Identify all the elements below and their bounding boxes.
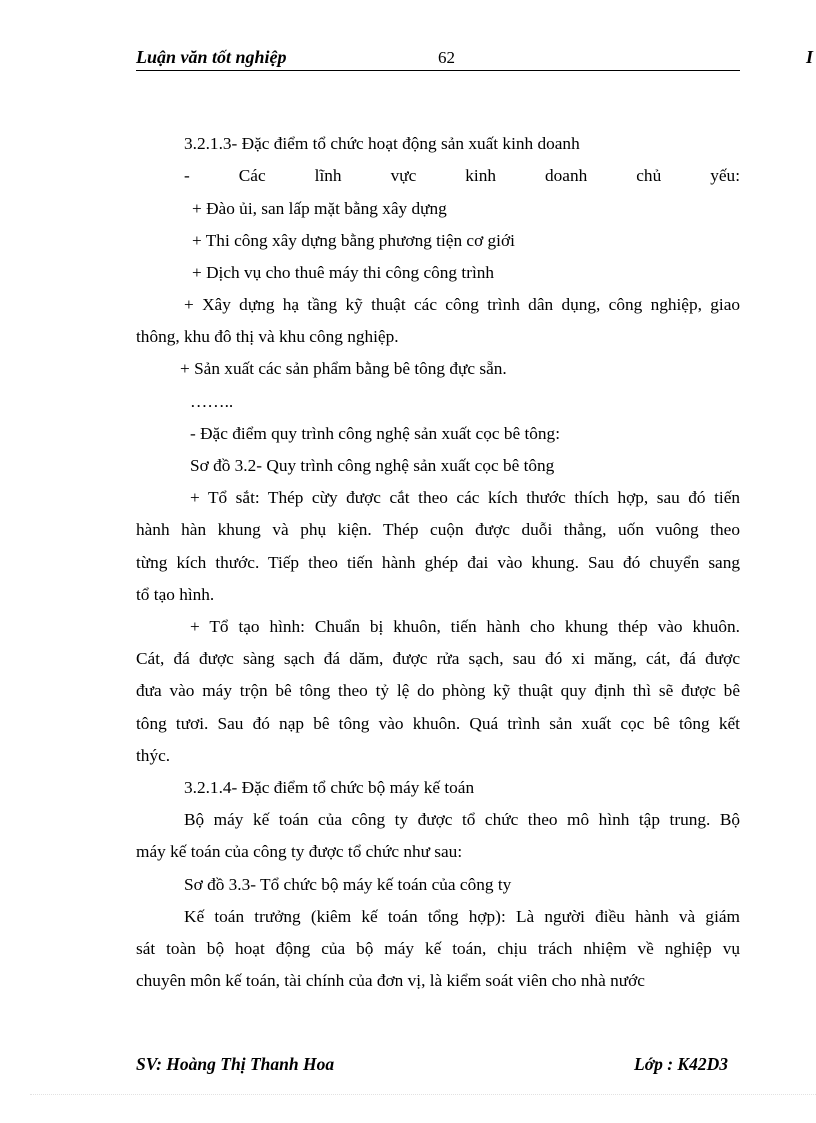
student-name: SV: Hoàng Thị Thanh Hoa <box>136 1054 335 1074</box>
header-rule <box>136 70 740 71</box>
ellipsis: …….. <box>190 392 234 411</box>
paragraph-line: thýc. <box>136 746 171 765</box>
header-right-text: I <box>806 47 814 67</box>
paragraph-line: sát toàn bộ hoạt động của bộ máy kế toán, chịu trách nhiệm về nghiệp vụ <box>136 939 740 958</box>
subsection-heading: - Đặc điểm quy trình công nghệ sản xuất cọc bê tông: <box>190 424 561 443</box>
section-heading: 3.2.1.4- Đặc điểm tổ chức bộ máy kế toán <box>184 778 475 797</box>
page-edge-divider <box>30 1094 816 1095</box>
paragraph-line: + Tổ tạo hình: Chuẩn bị khuôn, tiến hành cho khung thép vào khuôn. <box>190 617 740 636</box>
paragraph-line: tông tươi. Sau đó nạp bê tông vào khuôn. Quá trình sản xuất cọc bê tông kết <box>136 714 740 733</box>
paragraph-line: máy kế toán của công ty được tổ chức như sau: <box>136 842 463 861</box>
section-heading: 3.2.1.3- Đặc điểm tổ chức hoạt động sản xuất kinh doanh <box>184 134 580 153</box>
list-item: + Thi công xây dựng bằng phương tiện cơ giới <box>192 231 515 250</box>
list-item: + Đào ủi, san lấp mặt bằng xây dựng <box>192 199 447 218</box>
page-number: 62 <box>438 48 455 67</box>
paragraph-line: từng kích thước. Tiếp theo tiến hành ghép đai vào khung. Sau đó chuyển sang <box>136 553 740 572</box>
paragraph-line: - Các lĩnh vực kinh doanh chủ yếu: <box>184 166 740 185</box>
paragraph-line: + Tổ sắt: Thép cừy được cắt theo các kích thước thích hợp, sau đó tiến <box>190 488 740 507</box>
paragraph-line: thông, khu đô thị và khu công nghiệp. <box>136 327 399 346</box>
paragraph-line: Kế toán trưởng (kiêm kế toán tổng hợp): Là người điều hành và giám <box>184 907 740 926</box>
paragraph-line: đưa vào máy trộn bê tông theo tỷ lệ do phòng kỹ thuật quy định thì sẽ được bê <box>136 681 740 700</box>
paragraph-line: hành hàn khung và phụ kiện. Thép cuộn được duỗi thẳng, uốn vuông theo <box>136 520 740 539</box>
thesis-title: Luận văn tốt nghiệp <box>136 47 287 67</box>
list-item: + Xây dựng hạ tầng kỹ thuật các công trình dân dụng, công nghiệp, giao <box>184 295 740 314</box>
class-label: Lớp : K42D3 <box>634 1054 728 1074</box>
diagram-caption: Sơ đồ 3.3- Tổ chức bộ máy kế toán của công ty <box>184 875 512 894</box>
diagram-caption: Sơ đồ 3.2- Quy trình công nghệ sản xuất cọc bê tông <box>190 456 555 475</box>
list-item: + Sản xuất các sản phẩm bằng bê tông đực sẵn. <box>180 359 507 378</box>
list-item: + Dịch vụ cho thuê máy thi công công trình <box>192 263 495 282</box>
paragraph-line: tổ tạo hình. <box>136 585 215 604</box>
paragraph-line: chuyên môn kế toán, tài chính của đơn vị, là kiểm soát viên cho nhà nước <box>136 971 645 990</box>
paragraph-line: Cát, đá được sàng sạch đá dăm, được rửa sạch, sau đó xi măng, cát, đá được <box>136 649 740 668</box>
paragraph-line: Bộ máy kế toán của công ty được tổ chức theo mô hình tập trung. Bộ <box>184 810 740 829</box>
